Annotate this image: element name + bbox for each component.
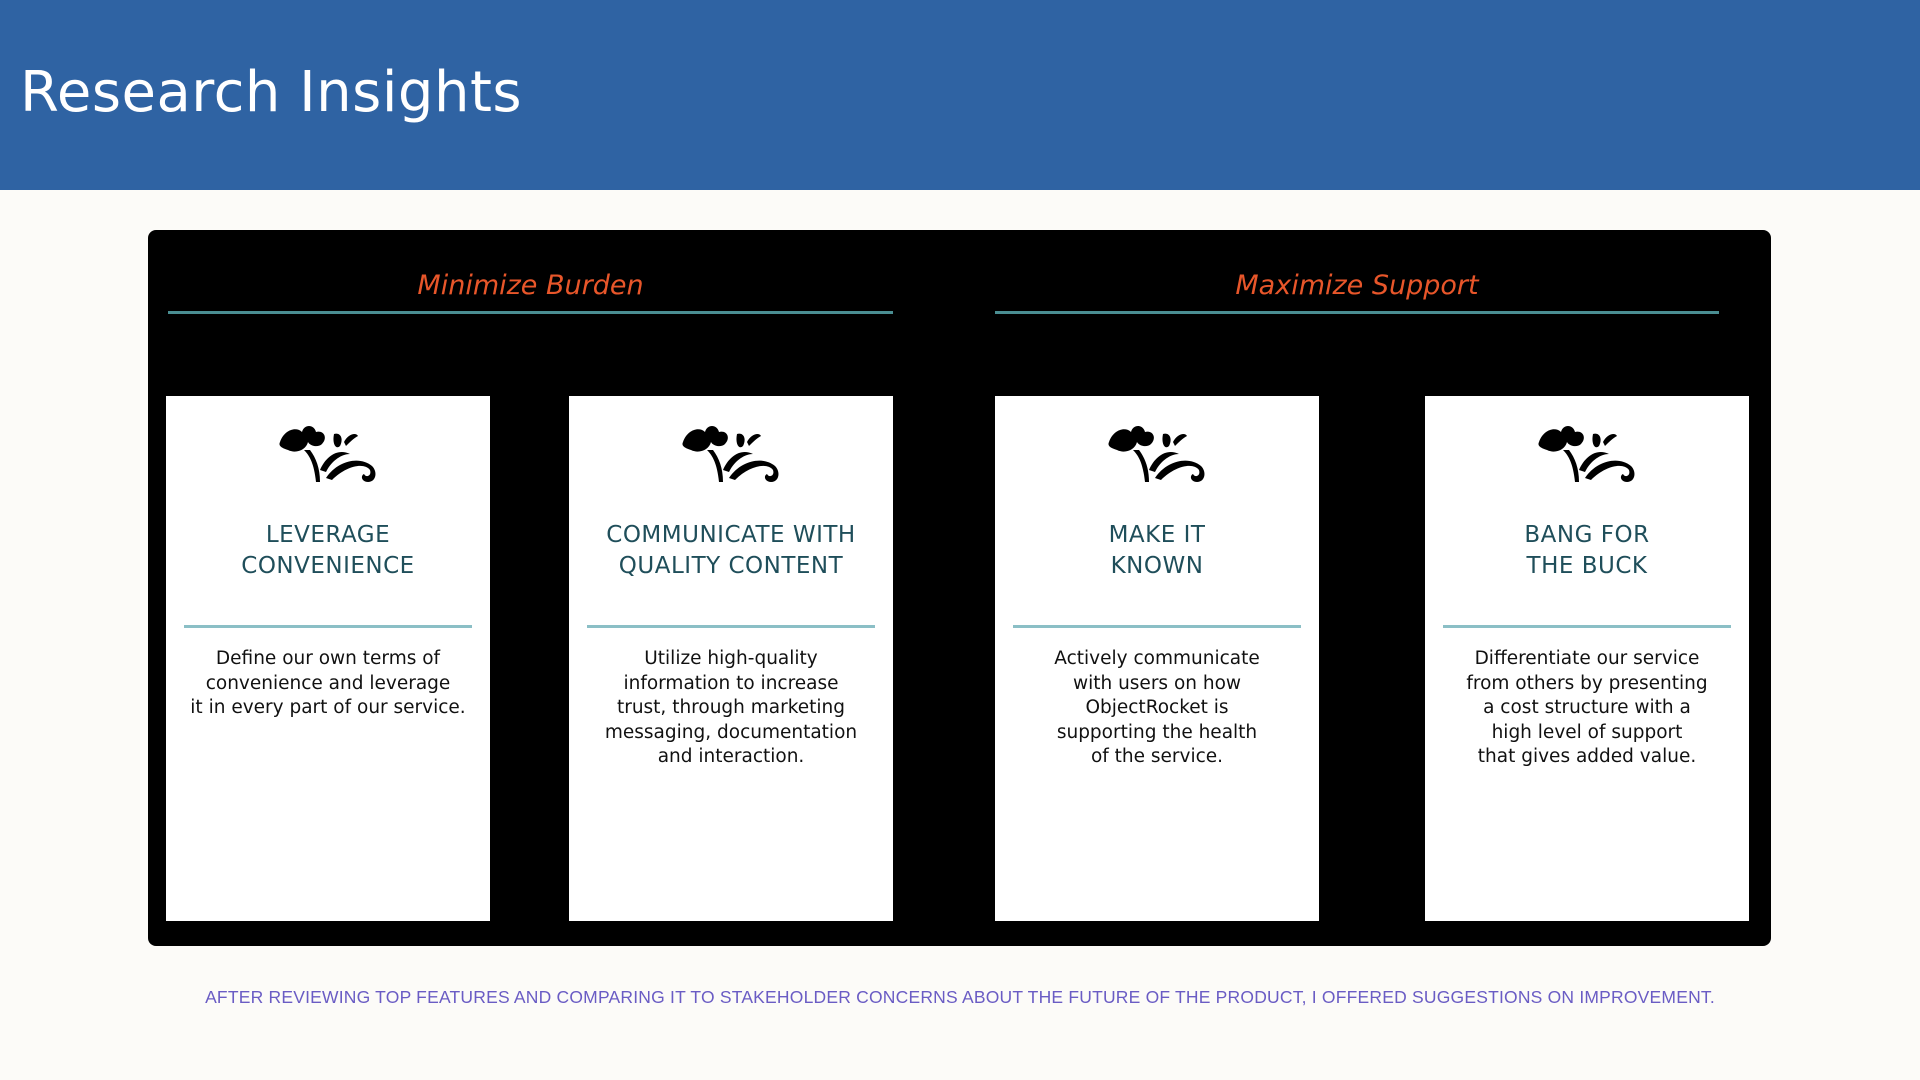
card-divider <box>1013 625 1301 628</box>
card-description: Differentiate our service from others by presenting a cost structure with a high level of support that gives added value. <box>1466 648 1708 767</box>
group-heading-minimize-burden <box>168 266 893 314</box>
card-title: MAKE IT KNOWN <box>1108 522 1206 579</box>
insight-card-make-it-known <box>995 396 1319 921</box>
group-heading-label: Maximize Support <box>1235 270 1479 301</box>
footer-caption: AFTER REVIEWING TOP FEATURES AND COMPARING IT TO STAKEHOLDER CONCERNS ABOUT THE FUTURE OF THE PRODUCT, I OFFERED SUGGESTIONS ON IMPROVEMENT. <box>205 987 1715 1007</box>
group-heading-label: Minimize Burden <box>417 270 644 301</box>
insights-board <box>148 230 1771 946</box>
card-description: Utilize high-quality information to increase trust, through marketing messaging, documentation and interaction. <box>604 648 858 767</box>
floral-ornament-icon <box>274 420 382 490</box>
card-description: Define our own terms of convenience and leverage it in every part of our service. <box>190 648 466 718</box>
insight-card-bang-for-the-buck <box>1425 396 1749 921</box>
group-heading-maximize-support <box>995 266 1719 314</box>
floral-ornament-icon <box>1103 420 1211 490</box>
card-description: Actively communicate with users on how ObjectRocket is supporting the health of the service. <box>1054 648 1260 767</box>
card-title: COMMUNICATE WITH QUALITY CONTENT <box>606 522 856 579</box>
insight-card-leverage-convenience <box>166 396 490 921</box>
insight-card-communicate-quality-content <box>569 396 893 921</box>
card-divider <box>1443 625 1731 628</box>
floral-ornament-icon <box>1533 420 1641 490</box>
card-title: BANG FOR THE BUCK <box>1524 522 1650 579</box>
page-title: Research Insights <box>20 60 523 125</box>
card-divider <box>184 625 472 628</box>
header-bar <box>0 0 1920 190</box>
card-divider <box>587 625 875 628</box>
floral-ornament-icon <box>677 420 785 490</box>
card-title: LEVERAGE CONVENIENCE <box>241 522 415 579</box>
